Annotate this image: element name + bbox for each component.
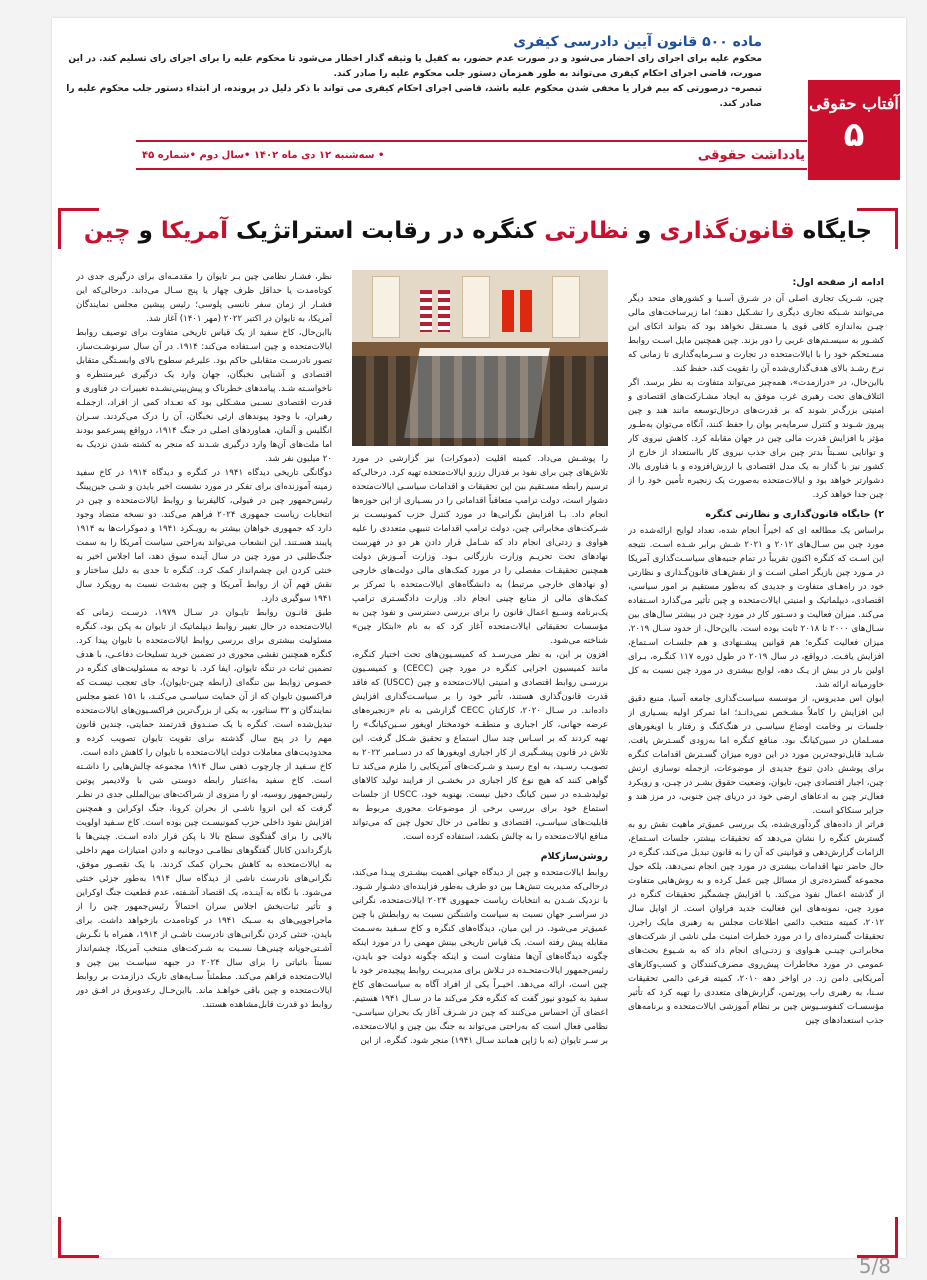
article-columns: [74, 270, 884, 1230]
us-flag-icon: [420, 290, 432, 332]
headline-part: کنگره در رقابت استراتژیک: [227, 218, 545, 244]
article-frame: [58, 208, 898, 1258]
continued-label: ادامه از صفحه اول:: [792, 277, 884, 288]
headline-part: و: [629, 218, 660, 244]
subheading: روشن‌سازکلام: [540, 851, 608, 862]
issue-info: • سه‌شنبه ۱۲ دی ماه ۱۴۰۲ •سال دوم •شماره ۴۵: [142, 149, 385, 161]
newspaper-logo: [808, 80, 900, 180]
photo-window: [552, 276, 580, 338]
paragraph: براساس یک مطالعه ای که اخیراً انجام شده، تعداد لوایح ارائه‌شده در مورد چین بین سـال‌های ۲۰۱۲ و ۲۰۲۱ شـش برابر شـده اسـت. نتیجه این اسـت که کنگره اکنون تقریباً در تمام جنبه‌های سیاسـت‌گذاری آمریکا در مـورد چین بازیگر اصلی اسـت و از نقش‌هـای قانون‌گـذاری و نظارتی خود در راه‌هـای متفاوت و جدیدی که به‌طور مستقیم بر امور سیاسی، اقتصادی، دیپلماتیک و امنیتی ایالات‌متحده و چین تأثیر می‌گذارد اسـتفاده می‌کند. میزان فعالیت و دسـتور کار در مورد چین در بیشتر سال‌های بین سـال‌های ۲۰۰۰ تا ۲۰۱۸ ثابت بوده است. بااین‌حال، از حدود سـال ۲۰۱۹، میزان فعالیت کنگره؛ هم قوانین پیشـنهادی و هم جلسـات اسـتماع، افزایش یافـت. درواقع، در سال ۲۰۱۹ در طول دوره ۱۱۷ کنگـره، بـرای اولین بار در بیش از یـک دهه، لوایح بیشتری در مورد چین نسبت به کل خاورمیانه ارائه شد.: [628, 526, 884, 690]
headline-part: قانون‌گذاری: [659, 218, 795, 244]
paragraph: روابط ایالات‌متحده و چین از دیدگاه جهانی اهمیت بیشـتری پیـدا می‌کند، درحالی‌که مدیریت تنش‌هـا بین دو طرف به‌طور فزاینده‌ای دشـوار شـود. با نزدیک شـدن به انتخابات ریاست جمهوری ۲۰۲۴ ایالات‌متحده، نگرانی در سراسـر جهان نسبت به سیاست واشنگتن نسبت به روابطش با چین عمیق‌تر می‌شود. در این میان، دیدگاه‌های کنگره و کاخ سـفید به‌سـمت مقابله پیش رفته است. یک قیاس تاریخی بینش مهمی را در مورد اینکه چگونه دیدگاه‌های آن‌ها متفاوت است و اینکه چگونه دولت جو بایدن، رئیس‌جمهور ایالات‌متحـده در تـلاش برای مدیریـت روابط پیچیده‌تر خود با چین است، ارائه می‌دهد. اخیـراً یکی از افراد آگاه به سیاست‌های کاخ سفید به کیودو نیوز گفت که کنگره فکر می‌کند ما در سـال ۱۹۴۱ هستیم. اعضای آن احساس می‌کنند که چین در شـرف آغاز یک بحران سیاسـی-نظامی فعال است که به‌راحتی می‌تواند به جنگ بین چین و ایالات‌متحده، بر سـر تایوان (نه با ژاپن همانند سـال ۱۹۴۱) منجر شود. کنگره، از این: [352, 868, 608, 1046]
section-label: یادداشت حقوقی: [697, 147, 805, 163]
subheading: ۲) جایگاه قانون‌گذاری و نظارتی کنگره: [705, 509, 884, 520]
page-number: ۵: [843, 115, 865, 155]
page-indicator: 5/8: [858, 1254, 891, 1278]
headline-part: و: [130, 218, 161, 244]
china-flag-icon: [502, 290, 514, 332]
article-column-right: [628, 270, 884, 1230]
paragraph: افزون بر این، به نظر می‌رسـد که کمیسـیون‌های تحت اختیار کنگره، مانند کمیسیون اجرایی کنگره در مورد چین (CECC) و کمیسـیون بررسـی روابط اقتصادی و امنیتی ایالات‌متحده و چین (USCC) که فاقد قدرت قانون‌گذاری هستند، تأثیر خود را بر سیاسـت‌گذاری افزایش داده‌اند. در سـال ۲۰۲۰، کارکنان CECC گزارشی به نام «زنجیره‌های عرضه جهانی، کار اجباری و منطقـه خودمختار اویغور سـین‌کیانگ» را تهیه کردند که بر اسـاس چند سال استماع و تحقیق شـکل گرفت. این تلاش در قانون پیشـگیری از کار اجباری اویغورها که در دسـامبر ۲۰۲۲ به تصویـب رسـید، به اوج رسید و شـرکت‌های آمریکایی را ملزم می‌کند تـا گواهی کنند که هیچ نوع کار اجباری در بخشـی از فرایند تولید کالاهای تولیدشـده در سین کیانگ دخیل نیست. بهنوبه خود، USCC از جلسات استماع خود برای بررسی برخی از موضوعات محوری مربوط به قابلیت‌های سیاسـی، اقتصادی و نظامی در حال تحول چین که می‌تواند منافع ایالات‌متحده را به چالش بکشد، استفاده کرده است.: [352, 650, 608, 842]
paragraph: چین، شـریک تجاری اصلی آن در شـرق آسـیا و کشورهای متحد دیگر می‌توانند شـبکه تجاری دیگری را تشـکیل دهند؛ اما زیرساخت‌های مالی چیـن به‌اندازه کافی قوی یا مسـتقل نخواهد بود که بتواند اتکای این کشـور به سیسـتم‌های غربی را دور بزند. چین همچنین مایل اسـت روابط مسـتحکم خود را با ایالات‌متحده در تجارت و سـرمایه‌گذاری تا زمانی که نرخ رشـد بالای هدف‌گذاری‌شده آن را تقویت کند، حفظ کند.: [628, 294, 884, 374]
us-flag-icon: [438, 290, 450, 332]
law-note: تبصره- درصورتی که بیم فرار یا مخفی شدن محکوم علیه باشد، قاضی اجرای احکام کیفری می تواند با ذکر دلیل در پرونده، از ابتداء دستور جلب محکوم علیه را صادر کند.: [66, 84, 762, 109]
logo-text: آفتاب حقوقی: [809, 94, 899, 113]
paragraph: دوگانگی تاریخی دیدگاه ۱۹۴۱ در کنگره و دیدگاه ۱۹۱۴ در کاخ سفید زمینه آموزنده‌ای برای تفکر در مورد نشست اخیر بایدن و شـی جین‌پینگ رئیس‌جمهور چین در فیولی، کالیفرنیا و روابط ایالات‌متحده و چین در انتخابات ریاست جمهوری ۲۰۲۴ فراهم می‌کند. دو نسخه متضاد وجود دارد که جمهوری خواهان بیشتر به رویـکرد ۱۹۴۱ و دموکرات‌ها به ۱۹۱۴ پایبند هسـتند. این انشعاب می‌تواند به‌راحتی سیاست آمریکا را به سمت جنگ‌طلبی در مورد چین در سال آینده سوق دهد، اما اجلاس اخیر به خنثی کردن این چشم‌انداز کمک کرد. کنگره تا حدی به دلیل ساختار و نقش فهم آن از روابط آمریکا و چین به‌شدت نسبت به رویکرد سال ۱۹۴۱ سوگیری دارد.: [76, 468, 332, 604]
headline-part: آمریکا: [160, 218, 228, 244]
photo-window: [372, 276, 400, 338]
law-title: ماده ۵۰۰ قانون آیین دادرسی کیفری: [513, 34, 762, 50]
paragraph: بااین‌حال، کاخ سفید از یک قیاس تاریخی متفاوت برای توصیف روابط ایالات‌متحده و چین اسـتفاده می‌کند: ۱۹۱۴. در آن سال سرنوشـت‌ساز، تصور نادرسـت متقابلی حاکم بود. علیرغم سطوح بالای وابسـتگی متقابل اقتصادی و آشنایی نخبگان، جهان وارد یک درگیری غیرمنتظره و ناخواسـته شـد. پیامدهای خطرناک و پیش‌بینی‌نشـده تغییرات در فناوری و قدرت اقتصادی نسـبی مشـکلی بود که تعـداد کمی از افراد، ازجملـه رهبران، با وجود پیوندهای ارثی نخبگان، آن را درک می‌کردند. سـران انگلیس و آلمان، هماوردهای اصلی در جنگ ۱۹۱۴، درواقع پسرعمو بودند اما ملت‌های آن‌ها وارد درگیری شـدند که منجر به کشته شدن نزدیک به ۲۰ میلیون نفر شد.: [76, 328, 332, 464]
article-column-middle: [352, 270, 608, 1230]
paragraph: فراتر از داده‌های گردآوری‌شده، یک بررسی عمیق‌تر ماهیت نقش رو به گسترش کنگره را نشان می‌دهد که تحقیقات بیشتر، جلسات اسـتماع، الزامات گزارش‌دهی و قوانینی که آن را به قانون تبدیل می‌کند، کنگره در حال حاضر تنها اقدامات بیشتری در مورد چین انجام نمی‌دهد، بلکه حول مجموعه گسترده‌تری از مسائل چین عمل کرده و به روش‌هایی متفاوت از گذشته اعمال نفوذ می‌کند. با افزایش چشمگیر تحقیقات کنگره در مورد چین، نمونه‌های این فعالیت جدید فراوان است. از اوایل سال ۲۰۱۲، کمیته منتخب دائمی اطلاعات مجلس به رهبری مایک راجرز، تحقیقات گسترده‌ای را در مورد خطرات امنیت ملی ناشی از شرکت‌های مخابراتـی چینـی هـواوی و زدتـی‌ای انجام داد که به شـیوع بحث‌های عمومی در مورد مخاطرات پیش‌روی مصرف‌کنندگان و کسب‌وکارهای آمریکایی دامن زد. در اواخر دهه ۲۰۱۰، کمیته فرعی دائمی تحقیقات سـنا، به رهبری راب پورتمن، گزارش‌های متعددی را تهیه کرد که تأثیر مؤسسـات کنفوسـیوس چین بر نظام آموزشی ایالات‌متحده و برنامه‌های جذب استعدادهای چین: [628, 820, 884, 1026]
paragraph: طبق قانـون روابط تایـوان در سـال ۱۹۷۹، درسـت زمانی که ایالات‌متحده در حال تغییر روابط دیپلماتیک از تایوان به پکن بود، کنگره مسئولیت بیشتری برای بررسی روابط ایالات‌متحده با تایوان پیدا کرد. کنگره همچنین نقشی محوری در تضمین خرید تسلیحات دفاعـی، با هدف تضمین ثبات در تنگه تایوان، ایفا کرد. با توجه به مسئولیت‌های کنگره در خصوص روابط بین تنگه‌ای (رابطه چین-تایوان)، جای تعجب نیسـت که فراکسیون تایوان که از آن حمایت سیاسـی می‌کنـد، با ۱۵۱ عضو مجلس نمایندگان و ۳۲ سناتور، به یکی از بزرگ‌ترین فراکسـیون‌های ایالات‌متحده تبدیل‌شده است. کنگره با یک صنـدوق قدرتمند حمایتی، چندین قانون مهم را در پنج سال گذشته برای تقویت تایوان تصویب کرده و محدودیت‌های معاملات دولت ایالات‌متحده با تایوان را کاهش داده است.: [76, 608, 332, 758]
article-column-left: [76, 270, 332, 1230]
china-flag-icon: [520, 290, 532, 332]
newspaper-page: [52, 18, 906, 1258]
photo-window: [462, 276, 490, 338]
headline-part: چین: [83, 218, 131, 244]
section-info-bar: [136, 140, 807, 170]
law-text: محکوم علیه برای اجرای رای احضار می‌شود و در صورت عدم حضور، به کفیل یا وثیقه گذار اخطار می‌شود تا محکوم علیه را برای اجرای رای تسلیم کند. در این صورت، قاضی اجرای احکام کیفری می‌تواند به طور همزمان دستور جلب محکوم علیه را صادر کند.: [68, 54, 762, 79]
headline-part: نظارتی: [544, 218, 630, 244]
article-headline: [78, 214, 878, 248]
paragraph: ایوان اس مدیروس، از موسسه سیاست‌گذاری جامعه آسیا، منبع دقیق این افزایش را کاملاً مشـخص نمی‌دانـد؛ اما تمرکز اولیه بسـیاری از جلسات بر وخامت اوضاع سیاسـی در هنگ‌کنگ و رفتار با اویغورهای مسـلمان در سین‌کیانگ بود. منافع کنگره اما به‌زودی گسـترش یافت. شـاید قابل‌توجه‌ترین مورد در این دوره میزان گسـترش اقدامات کنگره برای پوشش دادن تنوع جدیدی از موضوعات، ازجمله نوسازی ارتش چین، اجبار اقتصادی چین، تایوان، وضعیت حقوق بشـر در چیـن، و رویکرد فعال‌تر چین به ادعاهای ارضی خود در دریای چین جنوبی، در مرز هند و جزایر سنکاکو است.: [628, 694, 884, 816]
photo-delegates: [352, 356, 608, 446]
paragraph: بااین‌حال، در «درازمدت»، همه‌چیز می‌تواند متفاوت به نظر برسد. اگر ائتلاف‌های تحت رهبری غرب موفق به ایجاد مشـارکت‌های اقتصادی و امنیتی بزرگ‌تر شوند که بر قدرت‌های درحال‌توسعه مانند هند و چین پیروز شـوند و کنترل سرمایه‌بر بوان را حفظ کنند، آنگاه می‌توان به‌طـور مؤثر با افزایش قدرت مالی چین در جهان مقابله کرد. کاهش نیروی کار و توانایی نسـبتاً بدتر چین برای جذب نیروی کار بااستعداد از خارج از کشور نیز با گذار به یک مدل اقتصادی با ارزش‌افزوده و با فناوری بالا، دشوارتر خواهد بود و ایالات‌متحده به‌صورت یک زنجیره تأمین خود را از چین جدا خواهد کرد.: [628, 378, 884, 500]
paragraph: نظر، فشـار نظامی چین بـر تایوان را مقدمـه‌ای برای درگیری جدی در کوتاه‌مدت یا حداقل ظرف چهار یا پنج سـال می‌داند. درحالی‌که این فشـار از زمان سفر نانسی پلوسی؛ رئیس پیشین مجلس نمایندگان آمریکا، به تایوان در اکتبر ۲۰۲۲ (مهر ۱۴۰۱) آغاز شد.: [76, 272, 332, 324]
paragraph: را پوشـش می‌داد. کمیته اقلیت (دموکرات) نیز گزارشی در مورد تلاش‌های چین برای نفوذ بر فدرال رزرو ایالات‌متحده تهیه کرد. درحالی‌که ترسیم رابطه مسـتقیم بین این تحقیقات و اقدامات سیاسـی ایالات‌متحده دشوار است، دولت ترامپ متعاقباً اقداماتی را در بسـیاری از این حوزه‌ها انجام داد. بـا افزایش نگرانی‌ها در مورد کنترل حزب کمونیسـت بر شـرکت‌های مخابراتی چین، دولت ترامپ اقدامات تنبیهی متعددی را علیه هواوی و زدتی‌ای انجام داد که شـامل قرار دادن هر دو در فهرست نهادهای تحت تحریـم وزارت بازرگانی بـود. وزارت آمـوزش دولت همچنین تحقیقـات مفصلی را در مورد کمک‌های مالی دولت‌های خارجی (و نهادهای خارجی مرتبط) به دانشگاه‌های ایالات‌متحده با تمرکز بر کمک‌های مالی از منابع چینی انجام داد. وزارت دادگسـتری ترامپ یک‌برنامه وسـیع اعمال قانون را برای بررسی دسترسی و نفوذ چین به مؤسسات تحقیقاتی ایالات‌متحده آغاز کرد که به نام «ابتکار چین» شناخته می‌شود.: [352, 454, 608, 646]
paragraph: کاخ سـفید از چارچوب ذهنی سال ۱۹۱۴ مجموعه چالش‌هایی را داشـته است. کاخ سفید به‌اعتبار رابطه دوستی شی با ولادیمیر پوتین رئیس‌جمهور روسیه، او را منزوی از شراکت‌های بین‌المللی جدی در نظـر گرفت که این انزوا ناشـی از بحران کرونا، جنگ اوکراین و همچنین افزایش نفوذ داخلی حزب کمونیسـت چین بوده است. کاخ سـفید اولویت بالایی را برای گفتگوی سطح بالا با پکن قرار داده اسـت. چینی‌ها با بازگرداندن کانال گفتگوهای نظامـی دوجانبه و دادن امتیازات مهم داخلی به ایالات‌متحده به کاهش بحـران کمک کردند. با یک نقصـور موفق، نگرانی‌های نادرست ناشی از دیدگاه سال ۱۹۱۴ به‌طور جزئی خنثی می‌شود. با نگاه به آینـده، یک اقتصاد آشـفته، عدم قطعیت جنگ اوکراین و تأثیر ثبات‌بخش اجلاس سران احتمالاً رئیس‌جمهور چین را از ماجراجویی‌های به سـبک ۱۹۴۱ در کوتاه‌مدت بازخواهد داشت. برای بایدن، خنثی کردن نگرانی‌های نادرست ناشـی از ۱۹۱۴، همراه با نگـرش آشـتی‌جویانه چینی‌هـا نسـبت به شـرکت‌های منتخب آمریکا، چشم‌انداز نسبتاً باثباتی را برای سال ۲۰۲۴ در جبهه سیاسـت بین چین و ایالات‌متحده فراهم می‌کند. مطمئناً سـایه‌های تاریک درازمدت بر روابط ایالات‌متحده و چین باقی خواهـد ماند. بااین‌حـال رعدوبرق در افـق دور روابط دو قدرت قابل‌مشاهده هستند.: [76, 762, 332, 1010]
headline-part: جایگاه: [794, 218, 873, 244]
law-article-box: [52, 30, 772, 130]
meeting-photo: [352, 270, 608, 446]
